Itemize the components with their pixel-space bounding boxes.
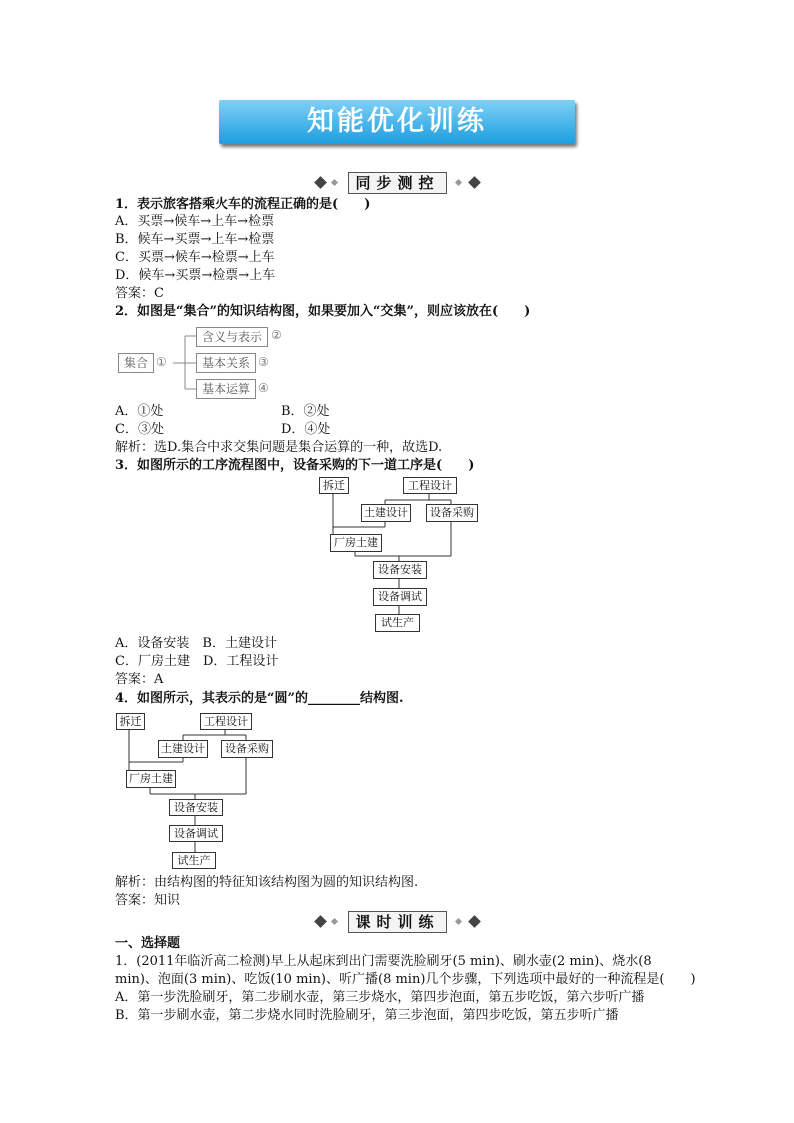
set-item-mark: ④ — [258, 381, 269, 395]
flow-node-tiaoshi: 设备调试 — [373, 588, 427, 606]
set-root-box: 集合 — [118, 353, 154, 373]
flow-node-tujian: 土建设计 — [158, 740, 208, 758]
part2-q1-line2: min)、泡面(3 min)、吃饭(10 min)、听广播(8 min)几个步骤，下列选项中最好的一种流程是( ) — [115, 972, 696, 987]
diamond-icon — [455, 918, 462, 925]
q2-option-b: B．②处 — [281, 404, 330, 419]
q1-stem: 1．表示旅客搭乘火车的流程正确的是( ) — [115, 197, 371, 212]
flow-node-chaiqian: 拆迁 — [116, 713, 145, 730]
set-item-box: 基本运算 — [196, 379, 256, 399]
part2-heading: 一、选择题 — [115, 936, 181, 951]
flow-node-anzhuang: 设备安装 — [373, 561, 427, 579]
q1-option-c: C．买票→候车→检票→上车 — [115, 250, 275, 265]
q4-stem: 4．如图所示，其表示的是“圆”的________结构图. — [115, 691, 404, 706]
flow-node-chaiqian: 拆迁 — [319, 477, 349, 494]
section-title: 课时训练 — [348, 911, 447, 933]
diamond-icon — [314, 915, 327, 928]
diamond-icon — [331, 918, 338, 925]
q3-options-cd: C．厂房土建 D．工程设计 — [115, 654, 279, 669]
flow-node-shisheng: 试生产 — [375, 614, 420, 632]
section-title: 同步测控 — [348, 172, 447, 194]
flow-node-tujian: 土建设计 — [361, 504, 411, 522]
set-root-mark: ① — [156, 355, 167, 369]
section-header-lesson — [312, 911, 482, 933]
q2-analysis: 解析：选D.集合中求交集问题是集合运算的一种，故选D. — [115, 440, 443, 455]
q1-option-a: A．买票→候车→上车→检票 — [115, 214, 275, 229]
flow-node-anzhuang: 设备安装 — [169, 799, 223, 816]
q2-option-c: C．③处 — [115, 422, 164, 437]
q1-option-d: D．候车→买票→检票→上车 — [115, 268, 276, 283]
flow-node-changfang: 厂房土建 — [330, 534, 382, 552]
q3-options-ab: A．设备安装 B．土建设计 — [115, 636, 277, 651]
set-item-box: 基本关系 — [196, 353, 256, 373]
flow-node-gongcheng: 工程设计 — [403, 477, 457, 494]
flow-node-tiaoshi: 设备调试 — [169, 825, 223, 842]
q1-answer: 答案：C — [115, 286, 164, 301]
q4-answer: 答案：知识 — [115, 893, 181, 908]
set-item-box: 含义与表示 — [196, 327, 268, 347]
flow-node-caigou: 设备采购 — [221, 740, 273, 758]
q3-stem: 3．如图所示的工序流程图中，设备采购的下一道工序是( ) — [115, 458, 475, 473]
q2-option-a: A．①处 — [115, 404, 164, 419]
part2-option-a: A．第一步洗脸刷牙，第二步刷水壶，第三步烧水，第四步泡面，第五步吃饭，第六步听广播 — [115, 990, 645, 1005]
q2-stem: 2．如图是“集合”的知识结构图，如果要加入“交集”，则应该放在( ) — [115, 304, 531, 319]
q3-answer: 答案：A — [115, 672, 164, 687]
q4-analysis: 解析：由结构图的特征知该结构图为圆的知识结构图. — [115, 875, 419, 890]
banner-title: 知能优化训练 — [219, 100, 575, 144]
set-item-mark: ③ — [258, 355, 269, 369]
diamond-icon — [468, 915, 481, 928]
q1-option-b: B．候车→买票→上车→检票 — [115, 232, 275, 247]
flow-node-shisheng: 试生产 — [172, 852, 216, 869]
flow-node-gongcheng: 工程设计 — [200, 713, 252, 730]
flow-node-changfang: 厂房土建 — [126, 770, 176, 788]
q2-option-d: D．④处 — [281, 422, 331, 437]
part2-option-b: B．第一步刷水壶，第二步烧水同时洗脸刷牙，第三步泡面，第四步吃饭，第五步听广播 — [115, 1008, 619, 1023]
set-item-mark: ② — [271, 328, 282, 342]
part2-q1-line1: 1．(2011年临沂高二检测)早上从起床到出门需要洗脸刷牙(5 min)、刷水壶(2 min)、烧水(8 — [115, 954, 652, 969]
flow-node-caigou: 设备采购 — [426, 504, 478, 522]
